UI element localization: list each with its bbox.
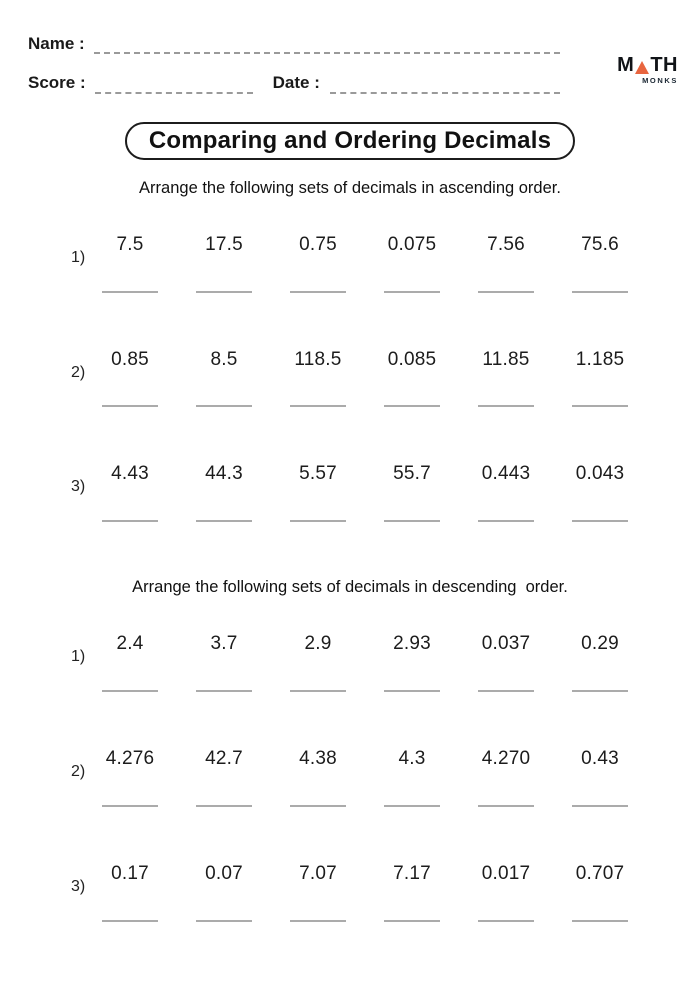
answer-blank-line[interactable]	[572, 405, 628, 407]
decimal-cell	[83, 633, 177, 692]
answer-blank-line[interactable]	[196, 520, 252, 522]
logo-subtext: MONKS	[642, 76, 678, 85]
decimal-cell	[553, 748, 647, 807]
answer-blank-line[interactable]	[290, 920, 346, 922]
decimal-value: 4.43	[111, 463, 149, 485]
decimal-value: 75.6	[581, 233, 619, 255]
answer-blank-line[interactable]	[102, 805, 158, 807]
decimal-cell	[459, 748, 553, 807]
decimal-value: 0.07	[205, 863, 243, 884]
question-row	[0, 349, 700, 408]
decimal-cell	[365, 748, 459, 807]
answer-blank-line[interactable]	[572, 805, 628, 807]
answer-blank-line[interactable]	[478, 405, 534, 407]
answer-blank-line[interactable]	[102, 920, 158, 922]
answer-blank-line[interactable]	[572, 690, 628, 692]
decimal-value: 0.037	[481, 633, 531, 655]
section-ascending	[0, 179, 700, 523]
decimal-cell	[83, 349, 177, 408]
decimal-set	[83, 748, 647, 807]
decimal-cell	[553, 349, 647, 408]
answer-blank-line[interactable]	[290, 520, 346, 522]
decimal-cell	[365, 633, 459, 692]
decimal-cell	[459, 863, 553, 922]
answer-blank-line[interactable]	[384, 805, 440, 807]
answer-blank-line[interactable]	[290, 291, 346, 293]
decimal-value: 0.075	[387, 233, 437, 255]
decimal-value: 0.29	[581, 633, 619, 655]
decimal-cell	[459, 633, 553, 692]
decimal-cell	[553, 863, 647, 922]
answer-blank-line[interactable]	[478, 690, 534, 692]
decimal-cell	[177, 748, 271, 807]
instruction-text: Arrange the following sets of decimals in ascending order.	[139, 178, 561, 197]
decimal-cell	[177, 463, 271, 522]
decimal-value: 7.56	[487, 233, 525, 255]
decimal-cell	[271, 748, 365, 807]
decimal-value: 5.57	[299, 463, 337, 485]
answer-blank-line[interactable]	[384, 291, 440, 293]
decimal-cell	[271, 349, 365, 408]
decimal-cell	[177, 349, 271, 408]
decimal-set	[83, 234, 647, 293]
date-input-line[interactable]	[330, 88, 560, 94]
decimal-value: 8.5	[210, 348, 238, 370]
logo-text-m: M	[617, 54, 635, 76]
answer-blank-line[interactable]	[478, 920, 534, 922]
question-number: 1)	[71, 648, 86, 666]
question-number: 1)	[71, 248, 86, 266]
decimal-value: 3.7	[210, 633, 238, 655]
answer-blank-line[interactable]	[196, 920, 252, 922]
section-descending	[0, 578, 700, 922]
answer-blank-line[interactable]	[478, 291, 534, 293]
answer-blank-line[interactable]	[290, 690, 346, 692]
decimal-value: 2.93	[393, 633, 431, 655]
date-label: Date :	[272, 73, 320, 93]
decimal-value: 7.07	[299, 863, 337, 884]
answer-blank-line[interactable]	[102, 405, 158, 407]
decimal-cell	[271, 463, 365, 522]
decimal-set	[83, 463, 647, 522]
decimal-value: 55.7	[393, 463, 431, 485]
decimal-value: 7.17	[393, 863, 431, 884]
question-row	[0, 863, 700, 922]
worksheet-header	[0, 0, 700, 94]
answer-blank-line[interactable]	[384, 520, 440, 522]
decimal-value: 0.043	[575, 463, 625, 485]
answer-blank-line[interactable]	[290, 805, 346, 807]
decimal-value: 0.85	[111, 348, 149, 370]
decimal-value: 42.7	[205, 748, 243, 770]
answer-blank-line[interactable]	[384, 405, 440, 407]
decimal-value: 44.3	[205, 463, 243, 485]
decimal-value: 17.5	[205, 233, 243, 255]
decimal-value: 4.276	[105, 748, 155, 770]
question-number: 2)	[71, 763, 86, 781]
decimal-set	[83, 633, 647, 692]
question-row	[0, 463, 700, 522]
logo-triangle-icon	[635, 61, 649, 74]
math-monks-logo	[617, 55, 678, 85]
decimal-cell	[553, 633, 647, 692]
answer-blank-line[interactable]	[102, 520, 158, 522]
decimal-cell	[365, 463, 459, 522]
decimal-value: 11.85	[482, 348, 530, 370]
answer-blank-line[interactable]	[478, 805, 534, 807]
answer-blank-line[interactable]	[384, 920, 440, 922]
decimal-cell	[365, 234, 459, 293]
decimal-cell	[177, 234, 271, 293]
question-number: 2)	[71, 363, 86, 381]
answer-blank-line[interactable]	[196, 805, 252, 807]
page-title: Comparing and Ordering Decimals	[148, 126, 552, 154]
name-row	[28, 34, 560, 54]
name-label: Name :	[28, 34, 85, 53]
decimal-cell	[553, 463, 647, 522]
decimal-value: 1.185	[575, 348, 625, 370]
decimal-value: 0.707	[575, 863, 625, 884]
question-row	[0, 234, 700, 293]
question-number: 3)	[71, 878, 86, 895]
score-input-line[interactable]	[95, 88, 253, 94]
question-number: 3)	[71, 478, 86, 496]
answer-blank-line[interactable]	[572, 291, 628, 293]
decimal-cell	[365, 349, 459, 408]
decimal-cell	[177, 863, 271, 922]
worksheet-body	[0, 179, 700, 922]
decimal-cell	[83, 748, 177, 807]
decimal-value: 118.5	[294, 348, 342, 370]
worksheet-title-pill	[125, 122, 575, 160]
decimal-cell	[459, 234, 553, 293]
decimal-set	[83, 349, 647, 408]
decimal-cell	[83, 863, 177, 922]
decimal-cell	[553, 234, 647, 293]
decimal-value: 0.443	[481, 463, 531, 485]
instruction-text: Arrange the following sets of decimals in descending order.	[132, 578, 568, 597]
name-input-line[interactable]	[94, 48, 560, 54]
decimal-cell	[271, 863, 365, 922]
answer-blank-line[interactable]	[290, 405, 346, 407]
question-row	[0, 633, 700, 692]
decimal-value: 0.017	[481, 863, 531, 884]
decimal-value: 0.43	[581, 748, 619, 770]
decimal-cell	[83, 463, 177, 522]
question-row	[0, 748, 700, 807]
decimal-cell	[271, 234, 365, 293]
decimal-value: 4.3	[398, 748, 426, 770]
decimal-value: 4.270	[481, 748, 531, 770]
answer-blank-line[interactable]	[572, 920, 628, 922]
score-date-row	[28, 73, 560, 93]
answer-blank-line[interactable]	[196, 291, 252, 293]
decimal-cell	[459, 349, 553, 408]
decimal-value: 2.9	[304, 633, 332, 655]
decimal-value: 4.38	[299, 748, 337, 770]
decimal-value: 0.75	[299, 233, 337, 255]
decimal-cell	[365, 863, 459, 922]
decimal-value: 7.5	[116, 233, 144, 255]
answer-blank-line[interactable]	[102, 291, 158, 293]
answer-blank-line[interactable]	[102, 690, 158, 692]
decimal-value: 2.4	[116, 633, 144, 655]
decimal-cell	[83, 234, 177, 293]
answer-blank-line[interactable]	[572, 520, 628, 522]
decimal-cell	[177, 633, 271, 692]
answer-blank-line[interactable]	[478, 520, 534, 522]
decimal-value: 0.085	[387, 348, 437, 370]
logo-wordmark	[617, 55, 678, 75]
answer-blank-line[interactable]	[196, 690, 252, 692]
decimal-cell	[271, 633, 365, 692]
decimal-value: 0.17	[111, 863, 149, 884]
decimal-set	[83, 863, 647, 922]
logo-text-th: TH	[650, 54, 678, 76]
decimal-cell	[459, 463, 553, 522]
answer-blank-line[interactable]	[196, 405, 252, 407]
answer-blank-line[interactable]	[384, 690, 440, 692]
score-label: Score :	[28, 73, 86, 93]
